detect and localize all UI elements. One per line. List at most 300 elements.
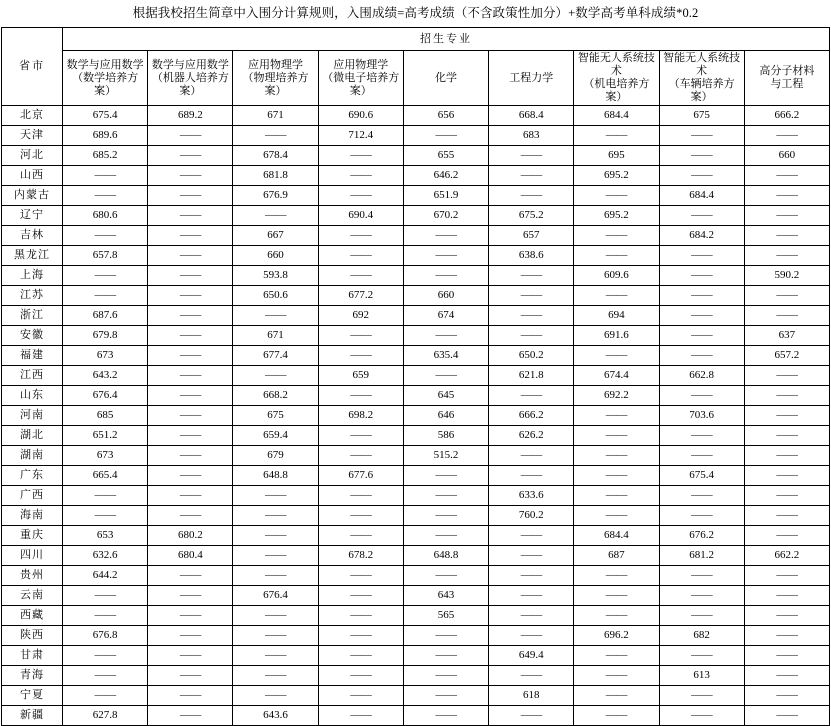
score-cell: ——: [148, 366, 233, 386]
score-cell: ——: [148, 586, 233, 606]
score-cell: ——: [403, 666, 488, 686]
header-col-8: [744, 51, 829, 106]
score-cell: ——: [403, 526, 488, 546]
score-cell: ——: [318, 566, 403, 586]
score-cell: ——: [489, 546, 574, 566]
score-cell: ——: [148, 286, 233, 306]
score-cell: 643: [403, 586, 488, 606]
score-cell: ——: [148, 646, 233, 666]
score-cell: 673: [63, 346, 148, 366]
score-cell: 674.4: [574, 366, 659, 386]
calculation-rule-note: 根据我校招生简章中入围分计算规则，入围成绩=高考成绩（不含政策性加分）+数学高考单科成绩*0.2: [132, 6, 699, 20]
score-cell: 677.4: [233, 346, 318, 366]
table-row: [2, 666, 830, 686]
score-cell: ——: [574, 606, 659, 626]
score-cell: ——: [574, 406, 659, 426]
score-cell: ——: [659, 166, 744, 186]
province-cell: 广西: [2, 486, 63, 506]
score-cell: ——: [318, 646, 403, 666]
province-cell: 新疆: [2, 706, 63, 726]
score-cell: ——: [574, 446, 659, 466]
score-cell: ——: [318, 226, 403, 246]
score-cell: 675.4: [659, 466, 744, 486]
header-col-7: [659, 51, 744, 106]
province-cell: 江西: [2, 366, 63, 386]
score-cell: 689.6: [63, 126, 148, 146]
score-cell: ——: [318, 526, 403, 546]
score-cell: 692: [318, 306, 403, 326]
score-cell: ——: [403, 706, 488, 726]
score-cell: ——: [318, 266, 403, 286]
score-cell: 586: [403, 426, 488, 446]
province-cell: 山东: [2, 386, 63, 406]
score-cell: ——: [744, 226, 829, 246]
score-cell: ——: [744, 186, 829, 206]
province-cell: 云南: [2, 586, 63, 606]
table-row: [2, 366, 830, 386]
score-cell: ——: [233, 526, 318, 546]
score-cell: ——: [63, 166, 148, 186]
province-cell: 浙江: [2, 306, 63, 326]
score-cell: ——: [489, 526, 574, 546]
score-cell: ——: [744, 566, 829, 586]
score-cell: ——: [403, 486, 488, 506]
header-col-4-line1: 化学: [434, 71, 457, 84]
score-cell: ——: [148, 606, 233, 626]
score-cell: ——: [233, 646, 318, 666]
score-cell: ——: [574, 706, 659, 726]
score-cell: 680.2: [148, 526, 233, 546]
score-cell: 695: [574, 146, 659, 166]
score-cell: ——: [148, 386, 233, 406]
score-cell: ——: [489, 606, 574, 626]
score-cell: 646.2: [403, 166, 488, 186]
score-cell: 689.2: [148, 106, 233, 126]
score-cell: ——: [489, 186, 574, 206]
table-header-row-columns: [2, 51, 830, 106]
score-cell: ——: [744, 126, 829, 146]
score-cell: ——: [148, 446, 233, 466]
score-cell: 648.8: [403, 546, 488, 566]
score-cell: ——: [659, 326, 744, 346]
score-cell: ——: [659, 706, 744, 726]
header-col-4: [403, 51, 488, 106]
score-cell: ——: [63, 686, 148, 706]
score-cell: 650.6: [233, 286, 318, 306]
score-cell: 659: [318, 366, 403, 386]
score-cell: 633.6: [489, 486, 574, 506]
score-cell: 677.6: [318, 466, 403, 486]
score-cell: ——: [744, 486, 829, 506]
table-row: [2, 126, 830, 146]
score-cell: 651.9: [403, 186, 488, 206]
score-cell: ——: [63, 646, 148, 666]
table-row: [2, 566, 830, 586]
province-cell: 黑龙江: [2, 246, 63, 266]
score-cell: 692.2: [574, 386, 659, 406]
header-col-7-line2: （车辆培养方案）: [668, 78, 735, 103]
province-cell: 贵州: [2, 566, 63, 586]
header-col-2: [233, 51, 318, 106]
score-cell: ——: [659, 306, 744, 326]
score-cell: ——: [63, 506, 148, 526]
score-cell: 643.2: [63, 366, 148, 386]
score-cell: ——: [148, 206, 233, 226]
table-row: [2, 306, 830, 326]
province-cell: 青海: [2, 666, 63, 686]
table-row: [2, 506, 830, 526]
score-cell: 676.4: [233, 586, 318, 606]
score-cell: 613: [659, 666, 744, 686]
table-row: [2, 326, 830, 346]
score-cell: 635.4: [403, 346, 488, 366]
table-row: [2, 586, 830, 606]
score-cell: ——: [659, 506, 744, 526]
score-cell: 696.2: [574, 626, 659, 646]
province-cell: 广东: [2, 466, 63, 486]
header-col-1: [148, 51, 233, 106]
score-cell: 659.4: [233, 426, 318, 446]
score-cell: 644.2: [63, 566, 148, 586]
score-cell: ——: [318, 166, 403, 186]
score-cell: 646: [403, 406, 488, 426]
score-cell: 662.2: [744, 546, 829, 566]
score-cell: ——: [63, 666, 148, 686]
table-row: [2, 226, 830, 246]
score-cell: ——: [659, 286, 744, 306]
score-cell: 626.2: [489, 426, 574, 446]
score-cell: 565: [403, 606, 488, 626]
score-cell: ——: [318, 686, 403, 706]
score-cell: ——: [318, 486, 403, 506]
header-province: 省市: [2, 28, 63, 106]
score-cell: 685: [63, 406, 148, 426]
score-cell: 678.2: [318, 546, 403, 566]
province-cell: 天津: [2, 126, 63, 146]
score-cell: ——: [403, 626, 488, 646]
score-cell: ——: [574, 486, 659, 506]
score-cell: ——: [233, 606, 318, 626]
score-cell: ——: [744, 366, 829, 386]
score-cell: ——: [63, 486, 148, 506]
header-col-7-line1: 智能无人系统技术: [663, 52, 741, 77]
header-col-5: [489, 51, 574, 106]
province-cell: 福建: [2, 346, 63, 366]
score-cell: ——: [233, 506, 318, 526]
score-cell: 662.8: [659, 366, 744, 386]
score-cell: ——: [148, 466, 233, 486]
score-cell: ——: [148, 226, 233, 246]
province-cell: 四川: [2, 546, 63, 566]
score-cell: ——: [489, 326, 574, 346]
table-row: [2, 106, 830, 126]
score-cell: ——: [744, 526, 829, 546]
table-row: [2, 406, 830, 426]
province-cell: 甘肃: [2, 646, 63, 666]
province-cell: 湖北: [2, 426, 63, 446]
score-cell: ——: [318, 626, 403, 646]
score-cell: 684.2: [659, 226, 744, 246]
score-cell: ——: [744, 626, 829, 646]
score-cell: ——: [318, 706, 403, 726]
score-cell: 667: [233, 226, 318, 246]
province-cell: 安徽: [2, 326, 63, 346]
score-cell: ——: [744, 706, 829, 726]
score-cell: ——: [574, 466, 659, 486]
table-row: [2, 646, 830, 666]
score-cell: ——: [318, 146, 403, 166]
table-row: [2, 246, 830, 266]
score-cell: ——: [148, 486, 233, 506]
province-cell: 湖南: [2, 446, 63, 466]
score-cell: ——: [233, 666, 318, 686]
score-cell: 657: [489, 226, 574, 246]
score-cell: ——: [148, 686, 233, 706]
score-cell: ——: [403, 266, 488, 286]
header-col-2-line1: 应用物理学: [248, 58, 304, 71]
header-col-3: [318, 51, 403, 106]
score-cell: ——: [318, 426, 403, 446]
score-cell: ——: [744, 606, 829, 626]
province-cell: 陕西: [2, 626, 63, 646]
score-cell: ——: [148, 266, 233, 286]
score-cell: ——: [148, 666, 233, 686]
score-cell: ——: [148, 166, 233, 186]
header-col-6: [574, 51, 659, 106]
score-cell: ——: [489, 146, 574, 166]
score-cell: 645: [403, 386, 488, 406]
header-col-8-line1: 高分子材料: [759, 65, 815, 77]
score-cell: 695.2: [574, 206, 659, 226]
score-cell: ——: [489, 586, 574, 606]
score-cell: 627.8: [63, 706, 148, 726]
table-row: [2, 266, 830, 286]
score-cell: ——: [489, 466, 574, 486]
header-col-0-line1: 数学与应用数学: [66, 58, 144, 71]
score-cell: ——: [744, 286, 829, 306]
score-cell: ——: [148, 246, 233, 266]
score-cell: ——: [63, 186, 148, 206]
province-cell: 上海: [2, 266, 63, 286]
score-cell: ——: [403, 506, 488, 526]
score-cell: ——: [233, 626, 318, 646]
score-cell: 651.2: [63, 426, 148, 446]
province-cell: 辽宁: [2, 206, 63, 226]
score-cell: ——: [403, 466, 488, 486]
province-cell: 河北: [2, 146, 63, 166]
header-col-1-line2: （机器人培养方案）: [151, 71, 229, 97]
score-cell: ——: [659, 246, 744, 266]
score-cell: ——: [574, 566, 659, 586]
province-cell: 北京: [2, 106, 63, 126]
score-cell: ——: [744, 506, 829, 526]
score-cell: 593.8: [233, 266, 318, 286]
table-header: [2, 28, 830, 106]
score-cell: ——: [744, 386, 829, 406]
score-cell: ——: [659, 486, 744, 506]
score-cell: ——: [148, 126, 233, 146]
score-cell: 684.4: [659, 186, 744, 206]
score-cell: ——: [574, 246, 659, 266]
score-cell: ——: [744, 166, 829, 186]
score-cell: 673: [63, 446, 148, 466]
score-cell: ——: [659, 386, 744, 406]
table-row: [2, 686, 830, 706]
score-cell: 690.6: [318, 106, 403, 126]
score-cell: ——: [403, 246, 488, 266]
score-cell: ——: [148, 306, 233, 326]
score-cell: ——: [318, 446, 403, 466]
header-col-0-line2: （数学培养方案）: [72, 71, 139, 97]
score-cell: ——: [744, 466, 829, 486]
score-cell: 680.6: [63, 206, 148, 226]
table-row: [2, 706, 830, 726]
score-cell: 515.2: [403, 446, 488, 466]
score-cell: ——: [148, 406, 233, 426]
table-row: [2, 146, 830, 166]
province-cell: 江苏: [2, 286, 63, 306]
header-col-3-line2: （微电子培养方案）: [322, 71, 400, 97]
score-cell: 609.6: [574, 266, 659, 286]
score-cell: 712.4: [318, 126, 403, 146]
score-cell: ——: [403, 686, 488, 706]
table-row: [2, 286, 830, 306]
score-cell: ——: [233, 546, 318, 566]
table-row: [2, 546, 830, 566]
score-cell: 638.6: [489, 246, 574, 266]
score-cell: 666.2: [489, 406, 574, 426]
province-cell: 西藏: [2, 606, 63, 626]
score-cell: 643.6: [233, 706, 318, 726]
score-cell: ——: [148, 186, 233, 206]
score-cell: ——: [63, 226, 148, 246]
table-row: [2, 486, 830, 506]
score-cell: 684.4: [574, 106, 659, 126]
score-cell: ——: [574, 506, 659, 526]
score-cell: ——: [403, 326, 488, 346]
score-cell: ——: [318, 666, 403, 686]
score-cell: 637: [744, 326, 829, 346]
header-col-6-line1: 智能无人系统技术: [577, 52, 655, 77]
score-cell: ——: [318, 586, 403, 606]
table-row: [2, 466, 830, 486]
admission-score-table: [1, 27, 830, 726]
header-col-0: [63, 51, 148, 106]
score-cell: ——: [574, 586, 659, 606]
score-cell: ——: [744, 446, 829, 466]
score-cell: 698.2: [318, 406, 403, 426]
score-cell: ——: [63, 266, 148, 286]
score-cell: 621.8: [489, 366, 574, 386]
score-cell: 671: [233, 106, 318, 126]
score-cell: ——: [148, 566, 233, 586]
score-cell: ——: [403, 566, 488, 586]
score-cell: 676.2: [659, 526, 744, 546]
score-cell: 668.2: [233, 386, 318, 406]
score-cell: 684.4: [574, 526, 659, 546]
score-cell: 695.2: [574, 166, 659, 186]
score-cell: ——: [659, 346, 744, 366]
score-cell: 666.2: [744, 106, 829, 126]
header-col-6-line2: （机电培养方案）: [583, 78, 650, 103]
province-cell: 重庆: [2, 526, 63, 546]
header-majors-group: 招生专业: [63, 28, 830, 51]
score-cell: ——: [659, 646, 744, 666]
score-cell: ——: [233, 126, 318, 146]
score-cell: 660: [744, 146, 829, 166]
score-cell: 676.8: [63, 626, 148, 646]
score-cell: ——: [233, 566, 318, 586]
score-cell: ——: [574, 186, 659, 206]
score-cell: ——: [148, 146, 233, 166]
score-cell: 676.4: [63, 386, 148, 406]
score-cell: ——: [489, 266, 574, 286]
score-cell: ——: [489, 386, 574, 406]
score-cell: 687: [574, 546, 659, 566]
score-cell: ——: [659, 686, 744, 706]
score-cell: ——: [148, 506, 233, 526]
score-cell: ——: [744, 246, 829, 266]
score-cell: ——: [233, 366, 318, 386]
score-cell: ——: [489, 566, 574, 586]
table-row: [2, 626, 830, 646]
province-cell: 海南: [2, 506, 63, 526]
score-cell: 665.4: [63, 466, 148, 486]
score-cell: ——: [659, 206, 744, 226]
table-body: [2, 106, 830, 726]
score-cell: 660: [233, 246, 318, 266]
score-cell: ——: [148, 326, 233, 346]
score-cell: ——: [659, 126, 744, 146]
score-cell: 675.2: [489, 206, 574, 226]
score-cell: 687.6: [63, 306, 148, 326]
score-cell: 681.8: [233, 166, 318, 186]
score-cell: ——: [744, 666, 829, 686]
province-cell: 吉林: [2, 226, 63, 246]
score-cell: 681.2: [659, 546, 744, 566]
score-cell: ——: [659, 426, 744, 446]
score-cell: ——: [659, 606, 744, 626]
score-cell: 670.2: [403, 206, 488, 226]
score-cell: 660: [403, 286, 488, 306]
score-cell: ——: [318, 186, 403, 206]
score-cell: ——: [574, 126, 659, 146]
score-cell: ——: [403, 366, 488, 386]
score-cell: ——: [63, 586, 148, 606]
score-cell: ——: [489, 306, 574, 326]
score-cell: ——: [659, 566, 744, 586]
province-cell: 宁夏: [2, 686, 63, 706]
table-row: [2, 526, 830, 546]
score-cell: ——: [574, 226, 659, 246]
score-cell: 675.4: [63, 106, 148, 126]
score-cell: ——: [744, 686, 829, 706]
score-cell: 668.4: [489, 106, 574, 126]
score-cell: 656: [403, 106, 488, 126]
score-cell: 618: [489, 686, 574, 706]
score-cell: ——: [659, 446, 744, 466]
score-cell: 679: [233, 446, 318, 466]
score-cell: ——: [744, 586, 829, 606]
score-cell: ——: [744, 206, 829, 226]
province-cell: 内蒙古: [2, 186, 63, 206]
score-cell: 675: [659, 106, 744, 126]
score-cell: 657.8: [63, 246, 148, 266]
score-cell: ——: [148, 426, 233, 446]
score-cell: ——: [489, 166, 574, 186]
score-cell: ——: [659, 266, 744, 286]
score-cell: ——: [233, 206, 318, 226]
